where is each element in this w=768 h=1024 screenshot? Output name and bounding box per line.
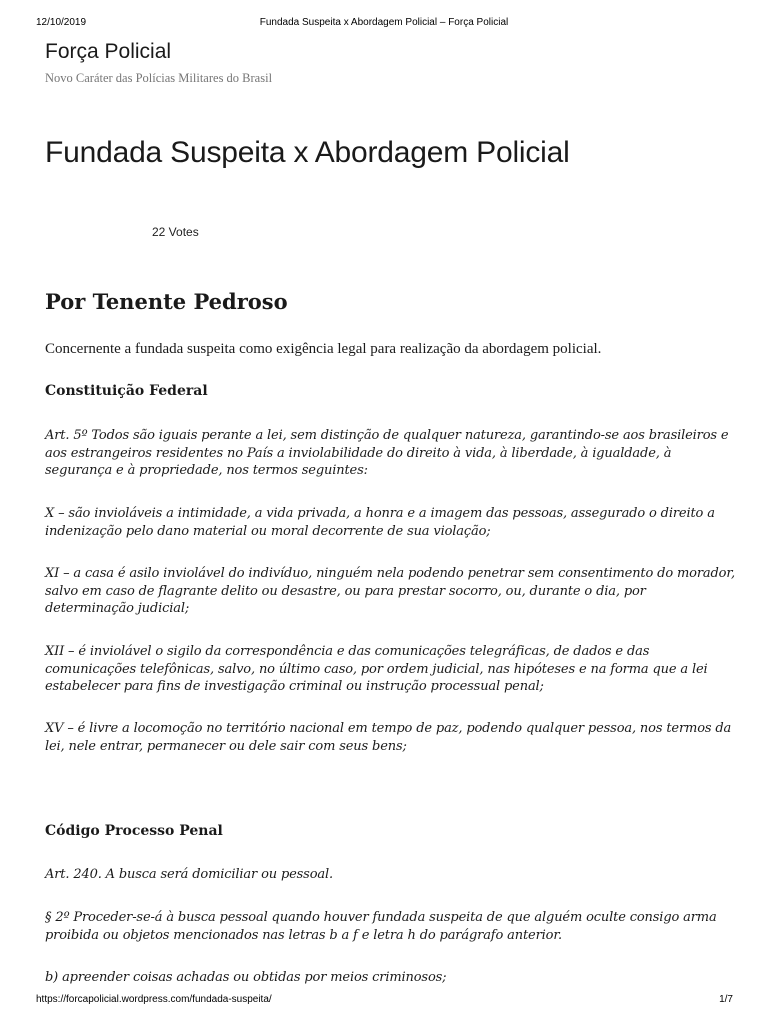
author-heading: Por Tenente Pedroso: [45, 289, 288, 314]
site-title[interactable]: Força Policial: [45, 40, 172, 63]
paragraph-art5: Art. 5º Todos são iguais perante a lei, sem distinção de qualquer natureza, garantindo-se aos brasileiros e aos estrangeiros residentes no País a inviolabilidade do direito à vida, à liberdade, à igualdade, à segurança e à propriedade, nos termos seguintes:: [45, 428, 729, 478]
print-date: 12/10/2019: [36, 17, 87, 28]
section-heading-cpp: Código Processo Penal: [45, 823, 223, 839]
print-page-title: Fundada Suspeita x Abordagem Policial – Força Policial: [259, 17, 509, 28]
paragraph-alinea-b: b) apreender coisas achadas ou obtidas por meios criminosos;: [45, 970, 447, 985]
intro-paragraph: Concernente a fundada suspeita como exigência legal para realização da abordagem policial.: [45, 341, 602, 357]
section-heading-constituicao: Constituição Federal: [45, 383, 208, 399]
site-tagline: Novo Caráter das Polícias Militares do Brasil: [45, 71, 273, 85]
print-footer: [0, 994, 768, 1008]
paragraph-inciso-xv: XV – é livre a locomoção no território nacional em tempo de paz, podendo qualquer pessoa, nos termos da lei, nele entrar, permanecer ou dele sair com seus bens;: [45, 721, 732, 754]
vote-count: 22 Votes: [152, 225, 199, 239]
print-page-number: 1/7: [719, 994, 733, 1005]
paragraph-inciso-xii: XII – é inviolável o sigilo da correspondência e das comunicações telegráficas, de dados e das comunicações telefônicas, salvo, no último caso, por ordem judicial, nas hipóteses e na forma que a lei estabelecer para fins de investigação criminal ou instrução processual penal;: [45, 644, 708, 694]
paragraph-inciso-x: X – são invioláveis a intimidade, a vida privada, a honra e a imagem das pessoas, assegurado o direito a indenização pelo dano material ou moral decorrente de sua violação;: [45, 506, 715, 539]
paragraph-art240: Art. 240. A busca será domiciliar ou pessoal.: [45, 867, 333, 882]
paragraph-paragrafo-2: § 2º Proceder-se-á à busca pessoal quando houver fundada suspeita de que alguém oculte consigo arma proibida ou objetos mencionados nas letras b a f e letra h do parágrafo anterior.: [45, 910, 717, 943]
paragraph-inciso-xi: XI – a casa é asilo inviolável do indivíduo, ninguém nela podendo penetrar sem consentimento do morador, salvo em caso de flagrante delito ou desastre, ou para prestar socorro, ou, durante o dia, por determinação judicial;: [45, 566, 735, 616]
print-header: [0, 17, 768, 31]
print-url: https://forcapolicial.wordpress.com/fundada-suspeita/: [36, 994, 272, 1005]
post-title: Fundada Suspeita x Abordagem Policial: [45, 136, 570, 169]
